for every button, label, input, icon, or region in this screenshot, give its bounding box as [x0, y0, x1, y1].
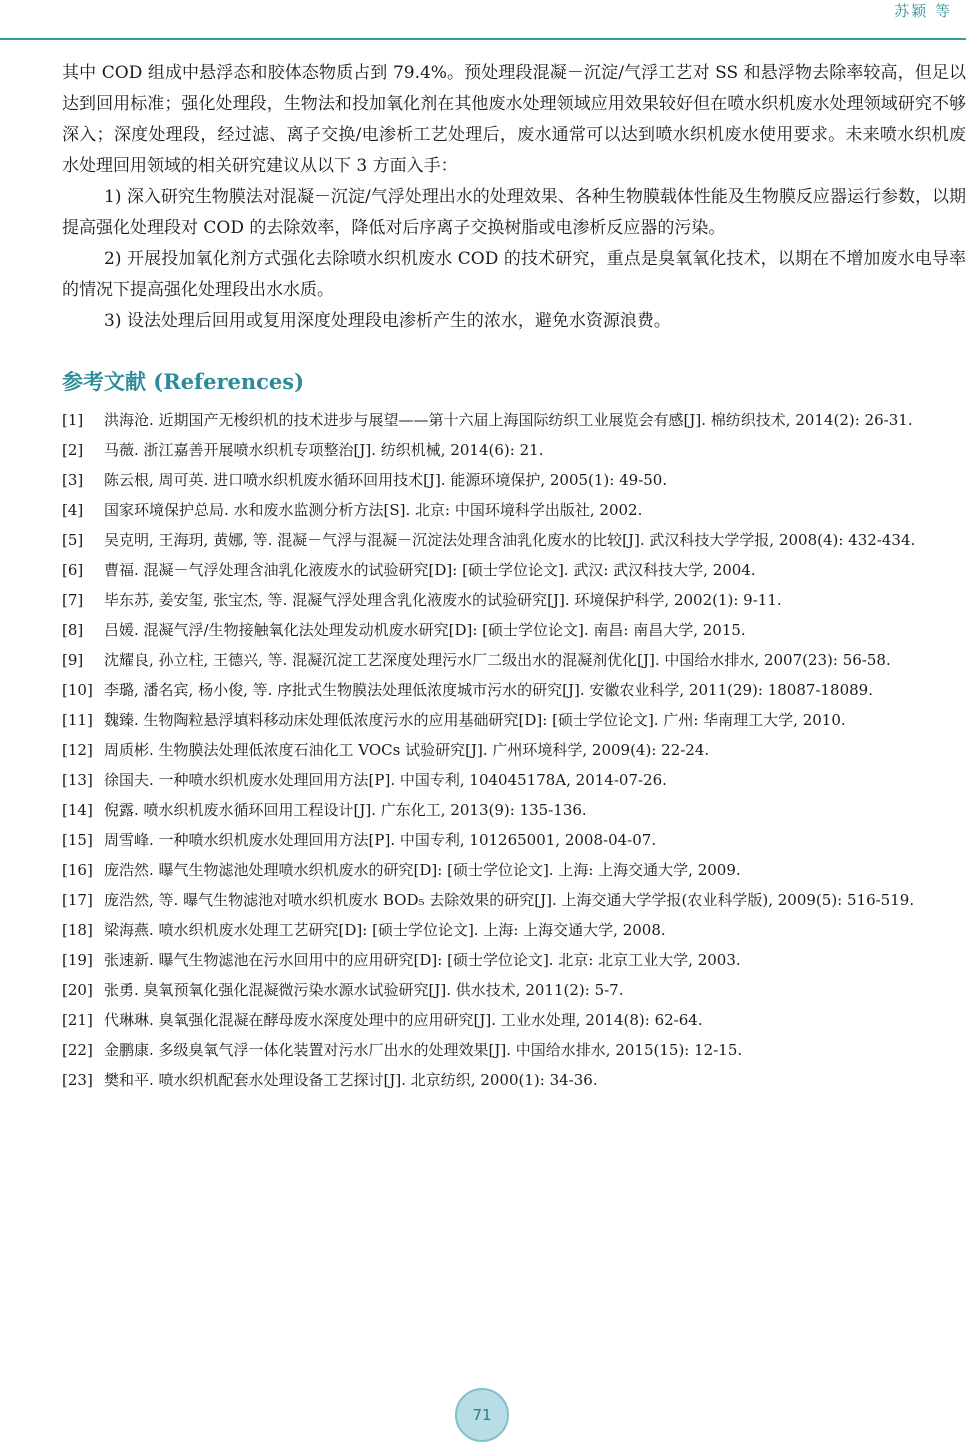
reference-text: 庞浩然, 等. 曝气生物滤池对喷水织机废水 BOD₅ 去除效果的研究[J]. 上海交通大学学报(农业科学版), 2009(5): 516-519. [104, 891, 915, 909]
reference-text: 周雪峰. 一种喷水织机废水处理回用方法[P]. 中国专利, 101265001, 2008-04-07. [104, 831, 657, 849]
body-paragraph: 1) 深入研究生物膜法对混凝－沉淀/气浮处理出水的处理效果、各种生物膜载体性能及生物膜反应器运行参数，以期提高强化处理段对 COD 的去除效率，降低对后序离子交换树脂或电渗析反应器的污染。 [62, 187, 966, 238]
reference-text: 张速新. 曝气生物滤池在污水回用中的应用研究[D]: [硕士学位论文]. 北京: 北京工业大学, 2003. [104, 951, 741, 969]
reference-text: 马薇. 浙江嘉善开展喷水织机专项整治[J]. 纺织机械, 2014(6): 21. [104, 441, 544, 459]
reference-text: 沈耀良, 孙立柱, 王德兴, 等. 混凝沉淀工艺深度处理污水厂二级出水的混凝剂优化[J]. 中国给水排水, 2007(23): 56-58. [104, 651, 891, 669]
reference-text: 洪海沧. 近期国产无梭织机的技术进步与展望——第十六届上海国际纺织工业展览会有感[J]. 棉纺织技术, 2014(2): 26-31. [104, 411, 913, 429]
reference-number: [12] [62, 741, 93, 759]
reference-text: 曹福. 混凝－气浮处理含油乳化液废水的试验研究[D]: [硕士学位论文]. 武汉: 武汉科技大学, 2004. [104, 561, 756, 579]
reference-number: [8] [62, 621, 84, 639]
reference-number: [15] [62, 831, 93, 849]
reference-text: 樊和平. 喷水织机配套水处理设备工艺探讨[J]. 北京纺织, 2000(1): 34-36. [104, 1071, 598, 1089]
reference-item [62, 680, 966, 701]
references-list [62, 410, 966, 1100]
reference-text: 吴克明, 王海玥, 黄娜, 等. 混凝－气浮与混凝－沉淀法处理含油乳化废水的比较[J]. 武汉科技大学学报, 2008(4): 432-434. [104, 531, 916, 549]
reference-text: 李璐, 潘名宾, 杨小俊, 等. 序批式生物膜法处理低浓度城市污水的研究[J]. 安徽农业科学, 2011(29): 18087-18089. [104, 681, 873, 699]
reference-number: [20] [62, 981, 93, 999]
reference-item [62, 650, 966, 671]
reference-item [62, 980, 966, 1001]
reference-number: [19] [62, 951, 93, 969]
reference-item [62, 470, 966, 491]
reference-item [62, 530, 966, 551]
reference-item [62, 860, 966, 881]
reference-item [62, 1010, 966, 1031]
references-heading: 参考文献 (References) [62, 369, 305, 394]
reference-text: 金鹏康. 多级臭氧气浮一体化装置对污水厂出水的处理效果[J]. 中国给水排水, 2015(15): 12-15. [104, 1041, 743, 1059]
reference-text: 陈云根, 周可英. 进口喷水织机废水循环回用技术[J]. 能源环境保护, 2005(1): 49-50. [104, 471, 668, 489]
reference-item [62, 920, 966, 941]
body-text [62, 58, 966, 337]
reference-text: 周质彬. 生物膜法处理低浓度石油化工 VOCs 试验研究[J]. 广州环境科学, 2009(4): 22-24. [104, 741, 710, 759]
reference-item [62, 800, 966, 821]
body-paragraph: 2) 开展投加氧化剂方式强化去除喷水织机废水 COD 的技术研究，重点是臭氧氧化技术，以期在不增加废水电导率的情况下提高强化处理段出水水质。 [62, 249, 966, 300]
reference-number: [16] [62, 861, 93, 879]
page-number-badge [455, 1388, 509, 1442]
reference-item [62, 500, 966, 521]
reference-item [62, 1040, 966, 1061]
reference-number: [23] [62, 1071, 93, 1089]
reference-number: [21] [62, 1011, 93, 1029]
reference-text: 庞浩然. 曝气生物滤池处理喷水织机废水的研究[D]: [硕士学位论文]. 上海: 上海交通大学, 2009. [104, 861, 741, 879]
reference-number: [17] [62, 891, 93, 909]
reference-text: 代琳琳. 臭氧强化混凝在酵母废水深度处理中的应用研究[J]. 工业水处理, 2014(8): 62-64. [104, 1011, 703, 1029]
reference-item [62, 620, 966, 641]
reference-text: 梁海燕. 喷水织机废水处理工艺研究[D]: [硕士学位论文]. 上海: 上海交通大学, 2008. [104, 921, 666, 939]
header-rule [0, 38, 966, 40]
reference-number: [10] [62, 681, 93, 699]
header-author: 苏颖 等 [894, 2, 952, 20]
reference-number: [7] [62, 591, 84, 609]
reference-text: 国家环境保护总局. 水和废水监测分析方法[S]. 北京: 中国环境科学出版社, 2002. [104, 501, 643, 519]
body-paragraph: 其中 COD 组成中悬浮态和胶体态物质占到 79.4%。预处理段混凝－沉淀/气浮工艺对 SS 和悬浮物去除率较高，但足以达到回用标准；强化处理段，生物法和投加氧化剂在其他废水处理领域应用效果较好但在喷水织机废水处理领域研究不够深入；深度处理段，经过滤、离子交换/电渗析工艺处理后，废水通常可以达到喷水织机废水使用要求。未来喷水织机废水处理回用领域的相关研究建议从以下 3 方面入手： [62, 63, 966, 176]
page-number: 71 [472, 1406, 492, 1424]
reference-number: [13] [62, 771, 93, 789]
reference-text: 张勇. 臭氧预氧化强化混凝微污染水源水试验研究[J]. 供水技术, 2011(2): 5-7. [104, 981, 624, 999]
reference-item [62, 410, 966, 431]
reference-item [62, 740, 966, 761]
reference-text: 徐国夫. 一种喷水织机废水处理回用方法[P]. 中国专利, 104045178A, 2014-07-26. [104, 771, 667, 789]
reference-number: [6] [62, 561, 84, 579]
reference-item [62, 710, 966, 731]
reference-item [62, 770, 966, 791]
reference-number: [4] [62, 501, 84, 519]
reference-number: [5] [62, 531, 84, 549]
reference-text: 魏臻. 生物陶粒悬浮填料移动床处理低浓度污水的应用基础研究[D]: [硕士学位论文]. 广州: 华南理工大学, 2010. [104, 711, 846, 729]
body-paragraph: 3) 设法处理后回用或复用深度处理段电渗析产生的浓水，避免水资源浪费。 [104, 311, 671, 331]
reference-item [62, 560, 966, 581]
reference-number: [9] [62, 651, 84, 669]
reference-text: 毕东苏, 姜安玺, 张宝杰, 等. 混凝气浮处理含乳化液废水的试验研究[J]. 环境保护科学, 2002(1): 9-11. [104, 591, 782, 609]
reference-item [62, 590, 966, 611]
reference-item [62, 1070, 966, 1091]
reference-number: [11] [62, 711, 93, 729]
reference-item [62, 440, 966, 461]
reference-item [62, 830, 966, 851]
reference-number: [14] [62, 801, 93, 819]
reference-item [62, 950, 966, 971]
reference-item [62, 890, 966, 911]
reference-text: 吕媛. 混凝气浮/生物接触氧化法处理发动机废水研究[D]: [硕士学位论文]. 南昌: 南昌大学, 2015. [104, 621, 746, 639]
reference-text: 倪露. 喷水织机废水循环回用工程设计[J]. 广东化工, 2013(9): 135-136. [104, 801, 587, 819]
reference-number: [3] [62, 471, 84, 489]
reference-number: [2] [62, 441, 84, 459]
reference-number: [18] [62, 921, 93, 939]
reference-number: [1] [62, 411, 84, 429]
reference-number: [22] [62, 1041, 93, 1059]
